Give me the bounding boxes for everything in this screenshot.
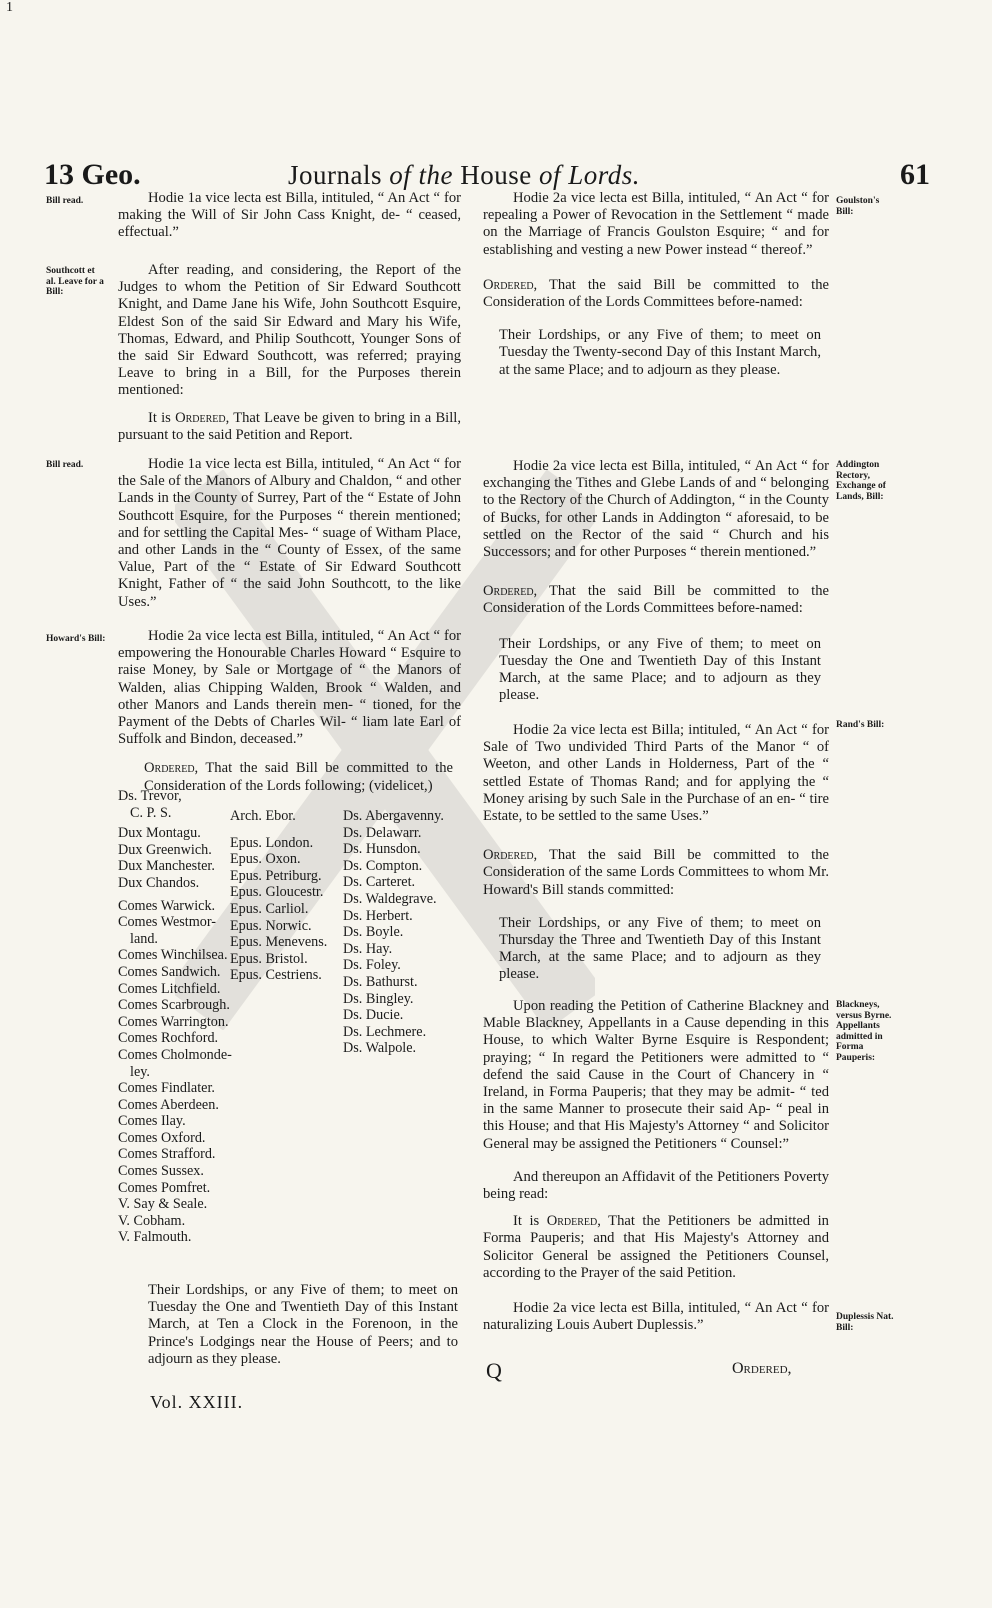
title-part: of (389, 160, 419, 190)
lords-list-col-3 (343, 808, 444, 1057)
blackney-order (483, 1213, 829, 1282)
goulston-order (483, 277, 829, 311)
lord-entry: C. P. S. (130, 804, 172, 821)
order-prefix: It is (513, 1213, 547, 1230)
right-column-entry-2 (483, 458, 829, 704)
lord-entry: V. Falmouth. (118, 1229, 192, 1246)
right-column-entry-1 (483, 190, 829, 379)
addington-order (483, 583, 829, 617)
lord-entry: Epus. Carliol. (230, 900, 309, 917)
left-column-entry-1 (118, 190, 461, 242)
lord-entry: Comes Aberdeen. (118, 1096, 219, 1113)
bill-reading-cass: Hodie 1a vice lecta est Billa, intituled, “ An Act “ for making the Will of Sir John Cass Knight, de- “ ceased, effectual.” (118, 190, 461, 241)
southcott-order (118, 410, 461, 444)
lord-entry: Ds. Carteret. (343, 874, 416, 891)
order-prefix: It is (148, 409, 176, 426)
lord-entry: Dux Manchester. (118, 858, 215, 875)
rand-committee-meeting: Their Lordships, or any Five of them; to meet on Thursday the Three and Twentieth Day of this Instant March, at the same Place; and to adjourn as they please. (499, 914, 821, 983)
rand-order (483, 847, 829, 899)
lord-entry: ley. (130, 1063, 150, 1080)
margin-note: Addington Rectory, Exchange of Lands, Bill: (836, 460, 886, 502)
lord-entry: Comes Winchilsea. (118, 947, 228, 964)
header-regnal-year: 13 Geo. (44, 158, 141, 191)
bill-reading-howard: Hodie 2a vice lecta est Billa, intituled, “ An Act “ for empowering the Honourable Charles Howard “ Esquire to raise Money, by Sale or Mortgage of “ the Manors of Walden, alias Chipping Walden, Brook “ Walden, and other Manors and Lands therein men- “ tioned, for the Payment of the Debts of Charles Wil- “ liam late Earl of Suffolk and Bindon, deceased.” (118, 628, 461, 748)
ordered-word: Ordered (483, 847, 534, 864)
lord-entry: Comes Warrington. (118, 1013, 229, 1030)
lord-entry: Comes Ilay. (118, 1113, 186, 1130)
footer-volume: Vol. XXIII. (150, 1392, 244, 1412)
ordered-word: Ordered (144, 760, 195, 777)
lord-entry: Dux Chandos. (118, 874, 200, 891)
lord-entry: land. (130, 930, 158, 947)
left-column-entry-2 (118, 262, 461, 444)
order-text: , That the said Bill be committed to the Consideration of the Lords following; (videlicet,) (144, 760, 453, 794)
lord-entry: Ds. Waldegrave. (343, 890, 437, 907)
lord-entry: Comes Rochford. (118, 1030, 219, 1047)
lord-entry: Ds. Bathurst. (343, 973, 418, 990)
ordered-word: Ordered (175, 409, 226, 426)
lord-entry: Comes Scarbrough. (118, 997, 230, 1014)
left-column-entry-3 (118, 456, 461, 611)
lord-entry: Epus. London. (230, 834, 314, 851)
lord-entry: Comes Warwick. (118, 897, 216, 914)
bill-reading-rand: Hodie 2a vice lecta est Billa; intituled, “ An Act “ for Sale of Two undivided Third Parts of the Manor “ of Weeton, and other Lands in Holderness, Part of the “ settled Estate of Thomas Rand; and for applying the “ Money arising by such Sale in the Purchase of an en- “ tire Estate, to be settled to the same Uses.” (483, 722, 829, 825)
margin-note: Bill read. (46, 460, 84, 470)
lord-entry: Ds. Compton. (343, 857, 423, 874)
title-part: the (418, 160, 461, 190)
ordered-word: Ordered (546, 1213, 598, 1230)
margin-note: Goulston's Bill: (836, 196, 880, 217)
footer-catchword: Ordered, (732, 1360, 792, 1377)
lord-entry: Ds. Delawarr. (343, 824, 422, 841)
lord-entry: V. Say & Seale. (118, 1196, 208, 1213)
lord-entry: V. Cobham. (118, 1212, 186, 1229)
ordered-word: Ordered (483, 583, 534, 600)
blackney-petition: Upon reading the Petition of Catherine Blackney and Mable Blackney, Appellants in a Cause depending in this House, to which Walter Byrne Esquire is Respondent; praying; “ In regard the Petitioners were admitted to “ defend the said Cause in the Court of Chancery in “ Ireland, in Forma Pauperis; that they may be admit- “ ted in the same Manner to prosecute their said Ap- “ peal in this House; and that His Majesty's Attorney “ and Solicitor General may be assigned the Petitioners “ Counsel:” (483, 998, 829, 1152)
lords-list-col-2 (230, 808, 327, 984)
order-text: , That the said Bill be committed to the Consideration of the Lords Committees before-named: (483, 276, 829, 311)
lord-entry: Comes Litchfield. (118, 980, 221, 997)
lord-entry: Dux Montagu. (118, 825, 201, 842)
left-column-entry-5 (148, 1282, 458, 1368)
lord-entry: Ds. Bingley. (343, 990, 414, 1007)
margin-note: Blackneys, versus Byrne. Appellants admitted in Forma Pauperis: (836, 1000, 892, 1063)
lord-entry: Comes Cholmonde- (118, 1046, 232, 1063)
lord-entry: Ds. Lechmere. (343, 1023, 427, 1040)
lord-entry: Ds. Ducie. (343, 1007, 404, 1024)
lord-entry: Comes Oxford. (118, 1129, 206, 1146)
order-text: , That the said Bill be committed to the Consideration of the Lords Committees before-named: (483, 583, 829, 617)
margin-note: Bill read. (46, 196, 84, 206)
running-title (288, 160, 640, 191)
bill-reading-goulston: Hodie 2a vice lecta est Billa, intituled, “ An Act “ for repealing a Power of Revocation in the Settlement “ made on the Marriage of Francis Goulston Esquire; “ and for establishing and vesting a new Power instead “ thereof.” (483, 190, 829, 258)
lord-entry: Comes Findlater. (118, 1080, 215, 1097)
margin-note: Southcott et al. Leave for a Bill: (46, 266, 104, 297)
margin-note: Duplessis Nat. Bill: (836, 1312, 894, 1333)
left-column-entry-4 (118, 628, 461, 795)
lord-entry: Epus. Petriburg. (230, 867, 322, 884)
blackney-affidavit: And thereupon an Affidavit of the Petitioners Poverty being read: (483, 1168, 829, 1203)
lord-entry: Comes Strafford. (118, 1146, 216, 1163)
bill-reading-duplessis: Hodie 2a vice lecta est Billa, intituled, “ An Act “ for naturalizing Louis Aubert Duplessis.” (483, 1300, 829, 1334)
order-text: , That Leave be given to bring in a Bill, pursuant to the said Petition and Report. (118, 409, 461, 443)
lord-entry: Epus. Cestriens. (230, 967, 322, 984)
lord-entry: Ds. Boyle. (343, 924, 404, 941)
lord-entry: Comes Pomfret. (118, 1179, 211, 1196)
lord-entry: Ds. Walpole. (343, 1040, 417, 1057)
lord-entry: Ds. Foley. (343, 957, 401, 974)
order-text: , That the said Bill be committed to the Consideration of the same Lords Committees to whom Mr. Howard's Bill stands committed: (483, 847, 829, 898)
howard-committee-meeting: Their Lordships, or any Five of them; to meet on Tuesday the One and Twentieth Day of this Instant March, at Ten a Clock in the Forenoon, in the Prince's Lodgings near the House of Peers; and to adjourn as they please. (148, 1282, 458, 1367)
lord-entry: Epus. Gloucestr. (230, 884, 324, 901)
lord-entry: Ds. Hunsdon. (343, 841, 421, 858)
goulston-committee-meeting: Their Lordships, or any Five of them; to meet on Tuesday the Twenty-second Day of this Instant March, at the same Place; and to adjourn as they please. (499, 327, 821, 378)
ordered-word: Ordered (483, 276, 534, 293)
title-part: House (460, 160, 540, 190)
margin-note: Howard's Bill: (46, 634, 106, 644)
right-column-entry-4 (483, 998, 829, 1334)
title-part: of Lords. (539, 160, 641, 190)
lord-entry: Ds. Trevor, (118, 788, 182, 804)
lord-entry: Ds. Herbert. (343, 907, 413, 924)
lord-entry: Epus. Norwic. (230, 917, 312, 934)
addington-committee-meeting: Their Lordships, or any Five of them; to meet on Tuesday the One and Twentieth Day of this Instant March, at the same Place; and to adjourn as they please. (499, 635, 821, 704)
order-text: , That the Petitioners be admitted in Forma Pauperis; and that His Majesty's Attorney and Solicitor General be assigned the Petitioners Counsel, according to the Prayer of the said Petition. (483, 1213, 829, 1281)
footer-signature-mark: Q (486, 1358, 502, 1383)
bill-reading-addington: Hodie 2a vice lecta est Billa, intituled, “ An Act “ for exchanging the Tithes and Glebe Lands of and “ belonging to the Rectory of the Church of Addington, “ in the County of Bucks, for other Lands in Addington “ aforesaid, to be settled on the Rector of the said “ Church and his Successors; and for other Purposes “ therein mentioned.” (483, 458, 829, 561)
lord-entry: Epus. Bristol. (230, 950, 308, 967)
page-corner-mark: 1 (6, 0, 13, 15)
lord-entry: Epus. Oxon. (230, 851, 301, 868)
southcott-report: After reading, and considering, the Report of the Judges to whom the Petition of Sir Edward Southcott Knight, and Dame Jane his Wife, John Southcott Esquire, Eldest Son of the said Sir Edward and Mary his Wife, Thomas, Edward, and Philip Southcott, Younger Sons of the said Sir Edward Southcott, was referred; praying Leave to bring in a Bill, for the Purposes therein mentioned: (118, 262, 461, 399)
lords-list-col-1 (118, 788, 232, 1246)
page-number: 61 (900, 158, 930, 191)
title-part: Journals (288, 160, 390, 190)
lord-entry: Comes Sussex. (118, 1163, 204, 1180)
lord-entry: Ds. Abergavenny. (343, 808, 444, 824)
margin-note: Rand's Bill: (836, 720, 885, 730)
lord-entry: Epus. Menevens. (230, 934, 328, 951)
right-column-entry-3 (483, 722, 829, 984)
lord-entry: Arch. Ebor. (230, 808, 296, 824)
lord-entry: Ds. Hay. (343, 940, 393, 957)
bill-reading-southcott: Hodie 1a vice lecta est Billa, intituled, “ An Act “ for the Sale of the Manors of Albury and Chaldon, “ and other Lands in the County of Surrey, Part of the “ Estate of John Southcott Esquire, for the Purposes “ therein mentioned; and for settling the Capital Mes- “ suage of Witham Place, and other Lands in the “ County of Essex, of the same Value, Part of the “ Estate of Sir Edward Southcott Knight, Father of “ the said John Southcott, to the like Uses.” (118, 456, 461, 610)
lord-entry: Comes Westmor- (118, 914, 217, 931)
lord-entry: Comes Sandwich. (118, 963, 221, 980)
lord-entry: Dux Greenwich. (118, 841, 212, 858)
